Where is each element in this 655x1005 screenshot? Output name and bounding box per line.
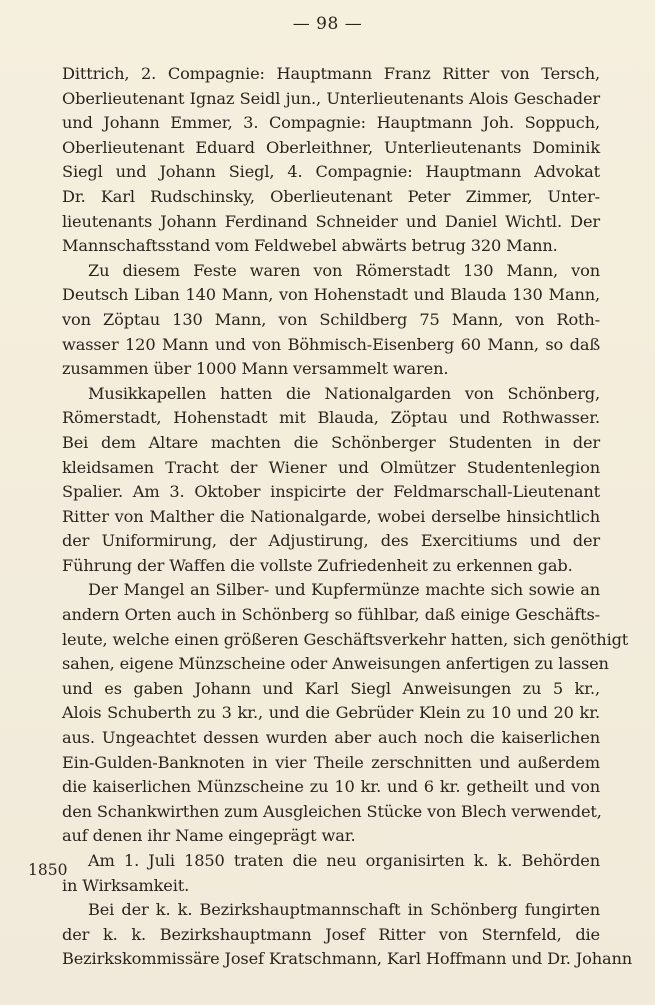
text-line: Alois Schuberth zu 3 kr., und die Gebrüder Klein zu 10 und 20 kr. <box>62 703 600 723</box>
text-line: kleidsamen Tracht der Wiener und Olmützer Studentenlegion <box>62 457 600 477</box>
text-line: Siegl und Johann Siegl, 4. Compagnie: Hauptmann Advokat <box>62 162 600 182</box>
text-line: von Zöptau 130 Mann, von Schildberg 75 Mann, von Roth- <box>62 309 600 329</box>
margin-year-note: 1850 <box>28 861 68 879</box>
text-line: Bei der k. k. Bezirkshauptmannschaft in Schönberg fungirten <box>88 900 600 920</box>
text-line: Ein-Gulden-Banknoten in vier Theile zerschnitten und außerdem <box>62 752 600 772</box>
text-line: Dr. Karl Rudschinsky, Oberlieutenant Peter Zimmer, Unter- <box>62 186 600 206</box>
text-line: Mannschaftsstand vom Feldwebel abwärts betrug 320 Mann. <box>62 236 558 256</box>
text-line: Oberlieutenant Eduard Oberleithner, Unterlieutenants Dominik <box>62 137 600 157</box>
text-line: Der Mangel an Silber- und Kupfermünze machte sich sowie an <box>88 580 600 600</box>
paragraph <box>62 578 629 849</box>
text-line: lieutenants Johann Ferdinand Schneider und Daniel Wichtl. Der <box>62 211 600 231</box>
paragraph <box>62 849 600 898</box>
text-line: zusammen über 1000 Mann versammelt waren. <box>62 359 449 379</box>
text-line: Dittrich, 2. Compagnie: Hauptmann Franz Ritter von Tersch, <box>62 64 600 83</box>
text-line: auf denen ihr Name eingeprägt war. <box>62 826 356 846</box>
text-line: wasser 120 Mann und von Böhmisch-Eisenberg 60 Mann, so daß <box>62 334 600 354</box>
text-line: Zu diesem Feste waren von Römerstadt 130 Mann, von <box>88 260 600 280</box>
text-line: der k. k. Bezirkshauptmann Josef Ritter von Sternfeld, die <box>62 924 600 944</box>
text-line: und Johann Emmer, 3. Compagnie: Hauptmann Joh. Soppuch, <box>62 113 600 133</box>
paragraph <box>62 898 633 972</box>
text-line: Deutsch Liban 140 Mann, von Hohenstadt und Blauda 130 Mann, <box>62 285 600 305</box>
text-line: Bezirkskommissäre Josef Kratschmann, Karl Hoffmann und Dr. Johann <box>62 949 633 969</box>
text-line: andern Orten auch in Schönberg so fühlbar, daß einige Geschäfts- <box>62 605 600 625</box>
body-text <box>62 62 633 972</box>
text-line: Ritter von Malther die Nationalgarde, wobei derselbe hinsichtlich <box>62 506 600 526</box>
text-line: Römerstadt, Hohenstadt mit Blauda, Zöptau und Rothwasser. <box>62 408 600 428</box>
paragraph <box>62 62 600 259</box>
text-line: in Wirksamkeit. <box>62 875 190 895</box>
text-line: Oberlieutenant Ignaz Seidl jun., Unterlieutenants Alois Geschader <box>62 88 600 108</box>
text-line: die kaiserlichen Münzscheine zu 10 kr. und 6 kr. getheilt und von <box>62 777 600 797</box>
paragraph <box>62 382 600 579</box>
text-line: Am 1. Juli 1850 traten die neu organisirten k. k. Behörden <box>88 851 600 870</box>
text-line: und es gaben Johann und Karl Siegl Anweisungen zu 5 kr., <box>62 678 600 698</box>
page-number: — 98 — <box>292 14 363 34</box>
paragraph <box>62 259 600 382</box>
text-line: Führung der Waffen die vollste Zufriedenheit zu erkennen gab. <box>62 555 573 575</box>
text-line: Bei dem Altare machten die Schönberger Studenten in der <box>62 432 600 452</box>
text-line: leute, welche einen größeren Geschäftsverkehr hatten, sich genöthigt <box>62 629 629 649</box>
text-line: aus. Ungeachtet dessen wurden aber auch noch die kaiserlichen <box>62 728 600 748</box>
text-line: Musikkapellen hatten die Nationalgarden von Schönberg, <box>88 383 600 403</box>
text-line: der Uniformirung, der Adjustirung, des Exercitiums und der <box>62 531 600 551</box>
text-line: den Schankwirthen zum Ausgleichen Stücke von Blech verwendet, <box>62 801 602 821</box>
text-line: sahen, eigene Münzscheine oder Anweisungen anfertigen zu lassen <box>62 654 609 674</box>
text-line: Spalier. Am 3. Oktober inspicirte der Feldmarschall-Lieutenant <box>62 482 600 502</box>
